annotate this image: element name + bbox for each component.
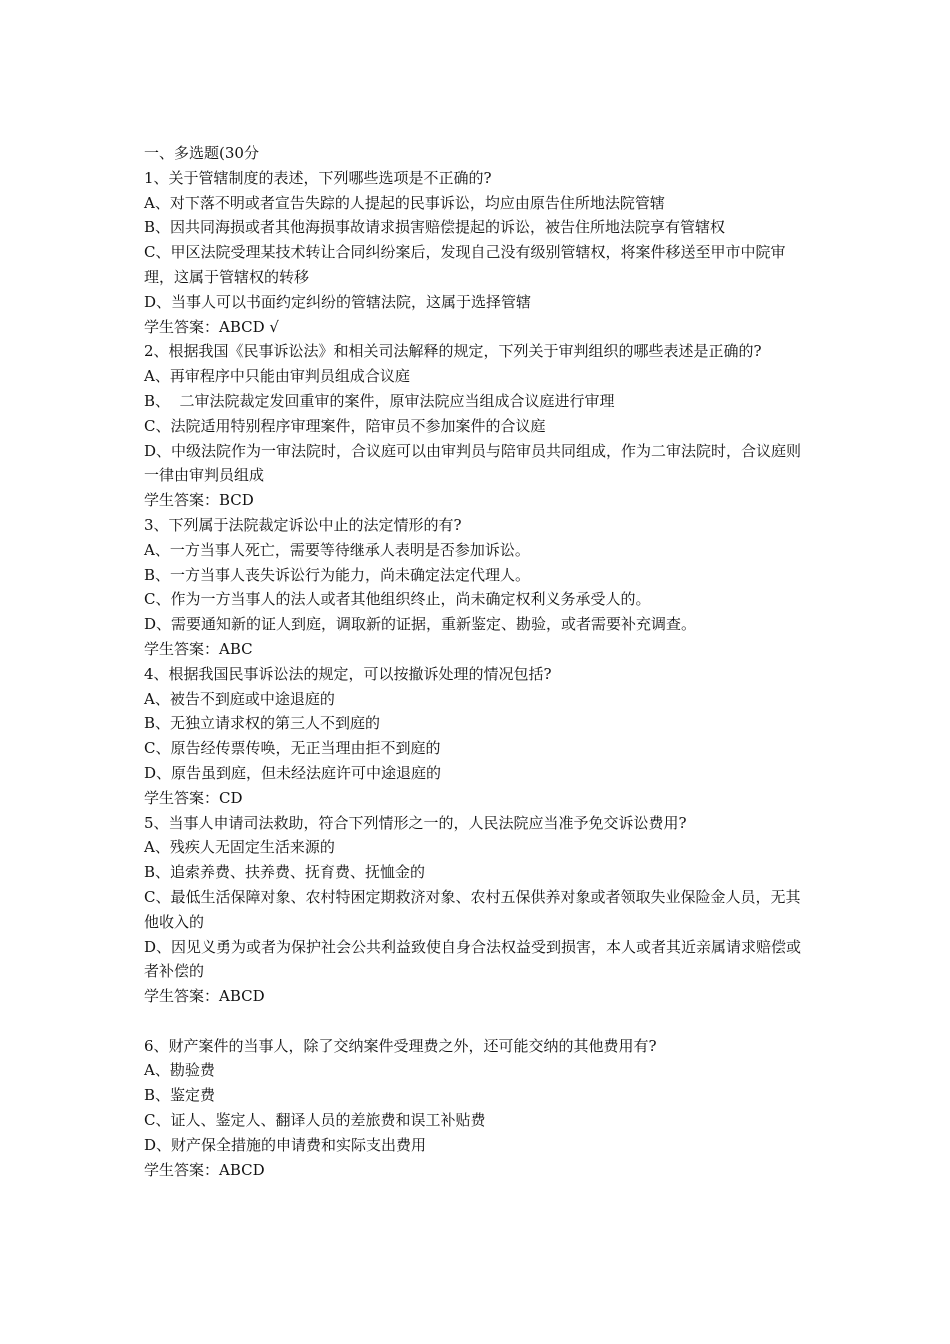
question-1	[144, 166, 814, 340]
question-stem: 4、根据我国民事诉讼法的规定，可以按撤诉处理的情况包括?	[144, 664, 552, 683]
question-5	[144, 811, 814, 1009]
question-2	[144, 339, 814, 513]
student-answer: 学生答案：ABCD	[144, 987, 265, 1006]
option-a: A、一方当事人死亡，需要等待继承人表明是否参加诉讼。	[144, 540, 530, 559]
question-6	[144, 1034, 814, 1183]
blank-line	[144, 1009, 814, 1034]
section-title: 一、多选题(30分	[144, 144, 259, 162]
student-answer: 学生答案：ABCD	[144, 1160, 265, 1179]
option-b: B、 二审法院裁定发回重审的案件，原审法院应当组成合议庭进行审理	[144, 391, 615, 410]
option-a: A、残疾人无固定生活来源的	[144, 838, 335, 857]
option-b: B、无独立请求权的第三人不到庭的	[144, 714, 381, 733]
option-c: C、原告经传票传唤，无正当理由拒不到庭的	[144, 739, 441, 758]
option-b: B、追索养费、扶养费、抚育费、抚恤金的	[144, 863, 426, 882]
question-3	[144, 513, 814, 662]
option-b: B、鉴定费	[144, 1086, 216, 1105]
student-answer: 学生答案：CD	[144, 788, 243, 807]
option-d: D、财产保全措施的申请费和实际支出费用	[144, 1135, 427, 1154]
option-a: A、勘验费	[144, 1061, 215, 1080]
option-c: C、法院适用特别程序审理案件，陪审员不参加案件的合议庭	[144, 416, 546, 435]
option-a: A、被告不到庭或中途退庭的	[144, 689, 335, 708]
option-c: C、证人、鉴定人、翻译人员的差旅费和误工补贴费	[144, 1111, 486, 1130]
option-c: C、最低生活保障对象、农村特困定期救济对象、农村五保供养对象或者领取失业保险金人员，无其他收入的	[144, 887, 801, 931]
option-a: A、再审程序中只能由审判员组成合议庭	[144, 367, 410, 386]
question-stem: 3、下列属于法院裁定诉讼中止的法定情形的有?	[144, 515, 462, 534]
option-b: B、一方当事人丧失诉讼行为能力，尚未确定法定代理人。	[144, 565, 531, 584]
student-answer: 学生答案：BCD	[144, 491, 254, 510]
option-a: A、对下落不明或者宣告失踪的人提起的民事诉讼，均应由原告住所地法院管辖	[144, 193, 665, 212]
option-d: D、当事人可以书面约定纠纷的管辖法院，这属于选择管辖	[144, 292, 532, 311]
student-answer: 学生答案：ABC	[144, 639, 253, 658]
document-body	[144, 141, 814, 1182]
student-answer: 学生答案：ABCD √	[144, 317, 279, 336]
option-c: C、甲区法院受理某技术转让合同纠纷案后，发现自己没有级别管辖权，将案件移送至甲市中院审理，这属于管辖权的转移	[144, 243, 786, 286]
option-d: D、原告虽到庭，但未经法庭许可中途退庭的	[144, 763, 442, 782]
option-d: D、因见义勇为或者为保护社会公共利益致使自身合法权益受到损害，本人或者其近亲属请求赔偿或者补偿的	[144, 937, 802, 981]
question-stem: 1、关于管辖制度的表述，下列哪些选项是不正确的?	[144, 168, 492, 187]
question-stem: 2、根据我国《民事诉讼法》和相关司法解释的规定，下列关于审判组织的哪些表述是正确的?	[144, 342, 762, 361]
question-4	[144, 662, 814, 811]
option-b: B、因共同海损或者其他海损事故请求损害赔偿提起的诉讼，被告住所地法院享有管辖权	[144, 218, 726, 237]
option-d: D、需要通知新的证人到庭，调取新的证据，重新鉴定、勘验，或者需要补充调查。	[144, 615, 697, 634]
question-stem: 5、当事人申请司法救助，符合下列情形之一的，人民法院应当准予免交诉讼费用?	[144, 813, 687, 832]
question-stem: 6、财产案件的当事人，除了交纳案件受理费之外，还可能交纳的其他费用有?	[144, 1036, 657, 1055]
option-d: D、中级法院作为一审法院时，合议庭可以由审判员与陪审员共同组成，作为二审法院时，合议庭则一律由审判员组成	[144, 441, 802, 485]
option-c: C、作为一方当事人的法人或者其他组织终止，尚未确定权利义务承受人的。	[144, 590, 651, 609]
